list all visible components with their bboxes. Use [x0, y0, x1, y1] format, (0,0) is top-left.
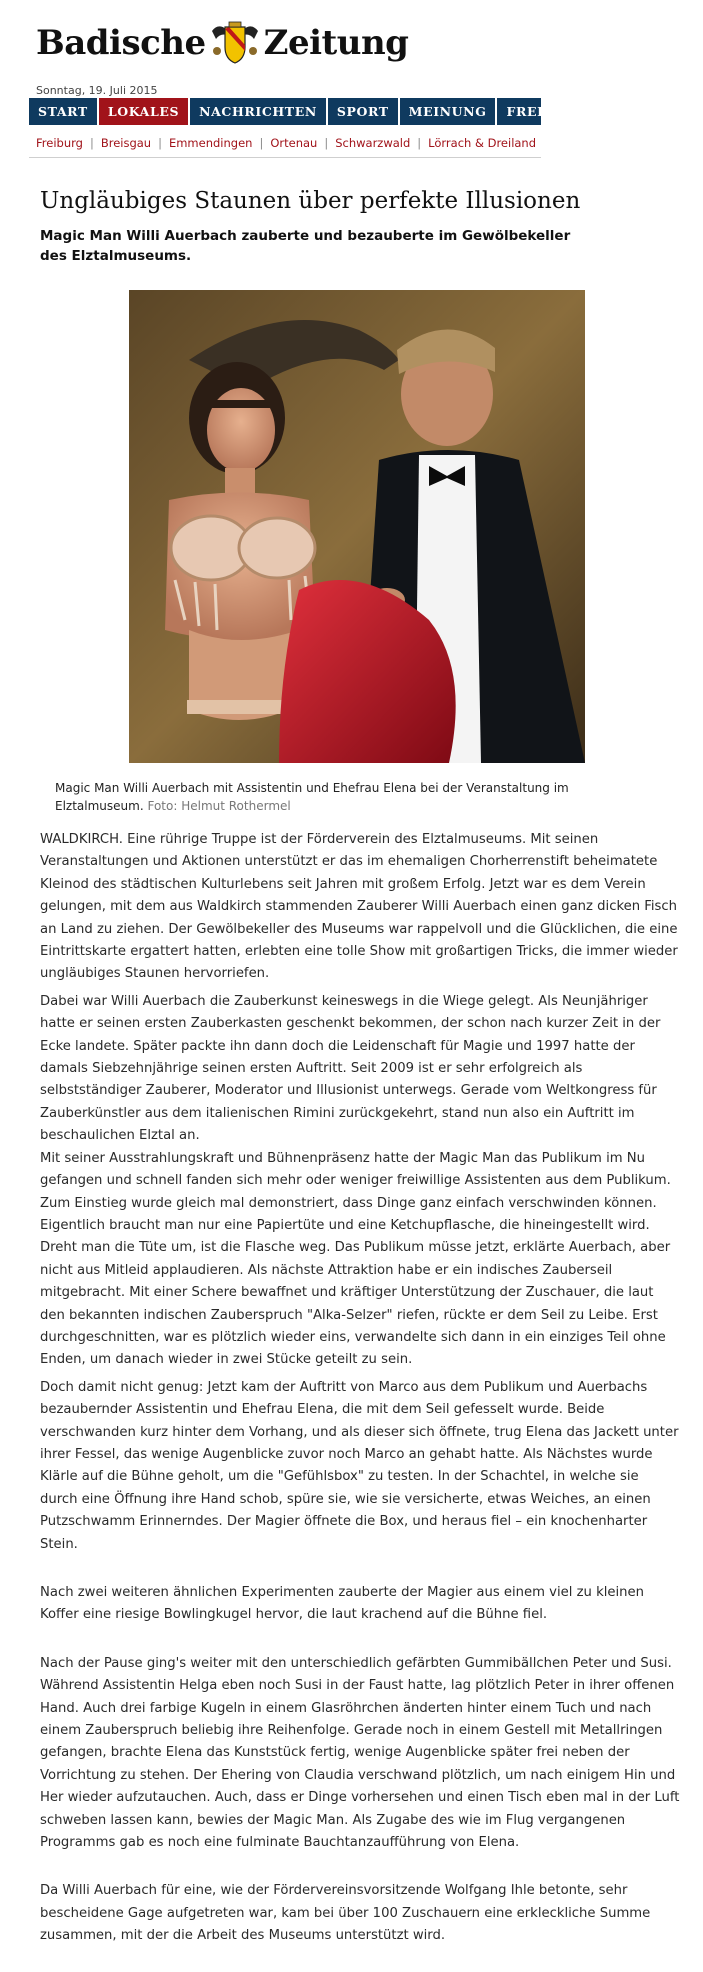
regional-navigation: [36, 136, 536, 150]
subnav-item-breisgau[interactable]: Breisgau: [100, 136, 152, 150]
nav-item-nachrichten[interactable]: NACHRICHTEN: [190, 98, 328, 125]
article-paragraph: WALDKIRCH. Eine rührige Truppe ist der Förderverein des Elztalmuseums. Mit seinen Veranstaltungen und Aktionen unterstützt er das im ehemaligen Chorherrenstift beheimatete Kleinod des städtischen Kulturlebens seit Jahren mit großem Erfolg. Jetzt war es dem Verein gelungen, mit dem aus Waldkirch stammenden Zauberer Willi Auerbach einen ganz dicken Fisch an Land zu ziehen. Der Gewölbekeller des Museums war rappelvoll und die Glücklichen, die eine Eintrittskarte ergattert hatten, erlebten eine tolle Show mit großartigen Tricks, die immer wieder ungläubiges Staunen hervorriefen.: [40, 832, 678, 982]
article-paragraph: Da Willi Auerbach für eine, wie der Fördervereinsvorsitzende Wolfgang Ihle betonte, sehr bescheidene Gage aufgetreten war, kam bei über 100 Zuschauern eine erkleckliche Summe zusammen, mit der die Arbeit des Museums unterstützt wird.: [40, 1883, 651, 1944]
subnav-item-ortenau[interactable]: Ortenau: [270, 136, 318, 150]
subnav-separator: |: [158, 136, 162, 150]
nav-item-sport[interactable]: SPORT: [328, 98, 400, 125]
subnav-item-emmendingen[interactable]: Emmendingen: [168, 136, 253, 150]
photo-caption: [55, 779, 575, 815]
article-photo[interactable]: [129, 290, 585, 763]
subnav-item-schwarzwald[interactable]: Schwarzwald: [335, 136, 411, 150]
nav-item-freizeit[interactable]: FREIZEIT: [506, 104, 580, 119]
article-headline: Ungläubiges Staunen über perfekte Illusionen: [40, 188, 581, 214]
article-paragraph: Nach zwei weiteren ähnlichen Experimenten zauberte der Magier aus einem viel zu kleinen Koffer eine riesige Bowlingkugel hervor, die laut krachend auf die Bühne fiel.: [40, 1585, 644, 1623]
subnav-item-loerrach[interactable]: Lörrach & Dreiland: [428, 136, 537, 150]
coat-of-arms-icon: [208, 21, 262, 65]
masthead-word-right: Zeitung: [263, 23, 409, 63]
caption-text: Magic Man Willi Auerbach mit Assistentin und Ehefrau Elena bei der Veranstaltung im Elztalmuseum.: [55, 781, 569, 813]
nav-item-start[interactable]: START: [29, 98, 99, 125]
photo-credit: Foto: Helmut Rothermel: [147, 799, 291, 813]
header-divider: [29, 157, 541, 158]
article-paragraph: Doch damit nicht genug: Jetzt kam der Auftritt von Marco aus dem Publikum und Auerbachs bezaubernder Assistentin und Ehefrau Elena, die mit dem Seil gefesselt wurde. Beide verschwanden kurz hinter dem Vorhang, und als dieser sich öffnete, trug Elena das Jackett unter ihrer Fessel, das wenige Augenblicke zuvor noch Marco an gehabt hatte. Als Nächstes wurde Klärle auf die Bühne geholt, um die "Gefühlsbox" zu testen. In der Schachtel, in welche sie durch eine Öffnung ihre Hand schob, spüre sie, wie sie versicherte, etwas Weiches, an einen Putzschwamm Erinnerndes. Der Magier öffnete die Box, und heraus fiel – ein knochenharter Stein.: [40, 1379, 679, 1552]
masthead-logo[interactable]: [36, 18, 408, 68]
article-teaser: Magic Man Willi Auerbach zauberte und bezauberte im Gewölbekeller des Elztalmuseums.: [40, 228, 571, 264]
masthead-word-left: Badische: [36, 23, 206, 63]
subnav-item-freiburg[interactable]: Freiburg: [36, 136, 83, 150]
article-paragraph: Mit seiner Ausstrahlungskraft und Bühnenpräsenz hatte der Magic Man das Publikum im Nu gefangen und schnell fanden sich mehr oder weniger freiwillige Assistenten aus dem Publikum. Zum Einstieg wurde gleich mal demonstriert, dass Dinge ganz einfach verschwinden können. Eigentlich braucht man nur eine Papiertüte und eine Ketchupflasche, die hineingestellt wird. Dreht man die Tüte um, ist die Flasche weg. Das Publikum müsse jetzt, erklärte Auerbach, aber nicht aus Mitleid applaudieren. Als nächste Attraktion habe er ein indisches Zauberseil mitgebracht. Mit einer Schere bewaffnet und kräftiger Unterstützung der Zuschauer, die laut den bekannten indischen Zauberspruch "Alka-Selzer" riefen, rückte er dem Seil zu Leibe. Erst durchgeschnitten, war es plötzlich wieder eins, verwandelte sich dann in ein einziges Teil ohne Enden, um danach wieder in zwei Stücke geteilt zu sein.: [40, 1150, 671, 1368]
article-body: [40, 829, 680, 1948]
article-paragraph: Nach der Pause ging's weiter mit den unterschiedlich gefärbten Gummibällchen Peter und Susi. Während Assistentin Helga eben noch Susi in der Faust hatte, lag plötzlich Peter in ihrer offenen Hand. Auch drei farbige Kugeln in einem Glasröhrchen änderten hinter einem Tuch und nach einem Zauberspruch beliebig ihre Reihenfolge. Gerade noch in einem Gestell mit Metallringen gefangen, brachte Elena das Kunststück fertig, wenige Augenblicke später frei neben der Vorrichtung zu stehen. Der Ehering von Claudia verschwand plötzlich, um nach einigem Hin und Her wieder aufzutauchen. Auch, dass er Dinge vorhersehen und einen Tisch eben mal in der Luft schweben lassen kann, bewies der Magic Man. Als Zugabe des wie im Flug vergangenen Programms gab es noch eine fulminate Bauchtanzaufführung von Elena.: [40, 1655, 680, 1851]
article-paragraph: Dabei war Willi Auerbach die Zauberkunst keineswegs in die Wiege gelegt. Als Neunjähriger hatte er seinen ersten Zauberkasten geschenkt bekommen, der schon nach kurzer Zeit in der Ecke landete. Später packte ihn dann doch die Leidenschaft für Magie und 1997 hatte der damals Siebzehnjährige seinen ersten Auftritt. Seit 2009 ist er sehr erfolgreich als selbstständiger Zauberer, Moderator und Illusionist unterwegs. Gerade vom Weltkongress für Zauberkünstler aus dem italienischen Rimini zurückgekehrt, stand nun also ein Auftritt im beschaulichen Elztal an.: [40, 993, 661, 1144]
nav-item-meinung[interactable]: MEINUNG: [400, 98, 498, 125]
subnav-separator: |: [259, 136, 264, 150]
subnav-separator: |: [324, 136, 329, 150]
nav-item-lokales[interactable]: LOKALES: [99, 98, 190, 125]
subnav-separator: |: [89, 136, 94, 150]
subnav-separator: |: [417, 136, 422, 150]
main-navigation: [29, 98, 580, 125]
publication-date: Sonntag, 19. Juli 2015: [36, 84, 158, 97]
